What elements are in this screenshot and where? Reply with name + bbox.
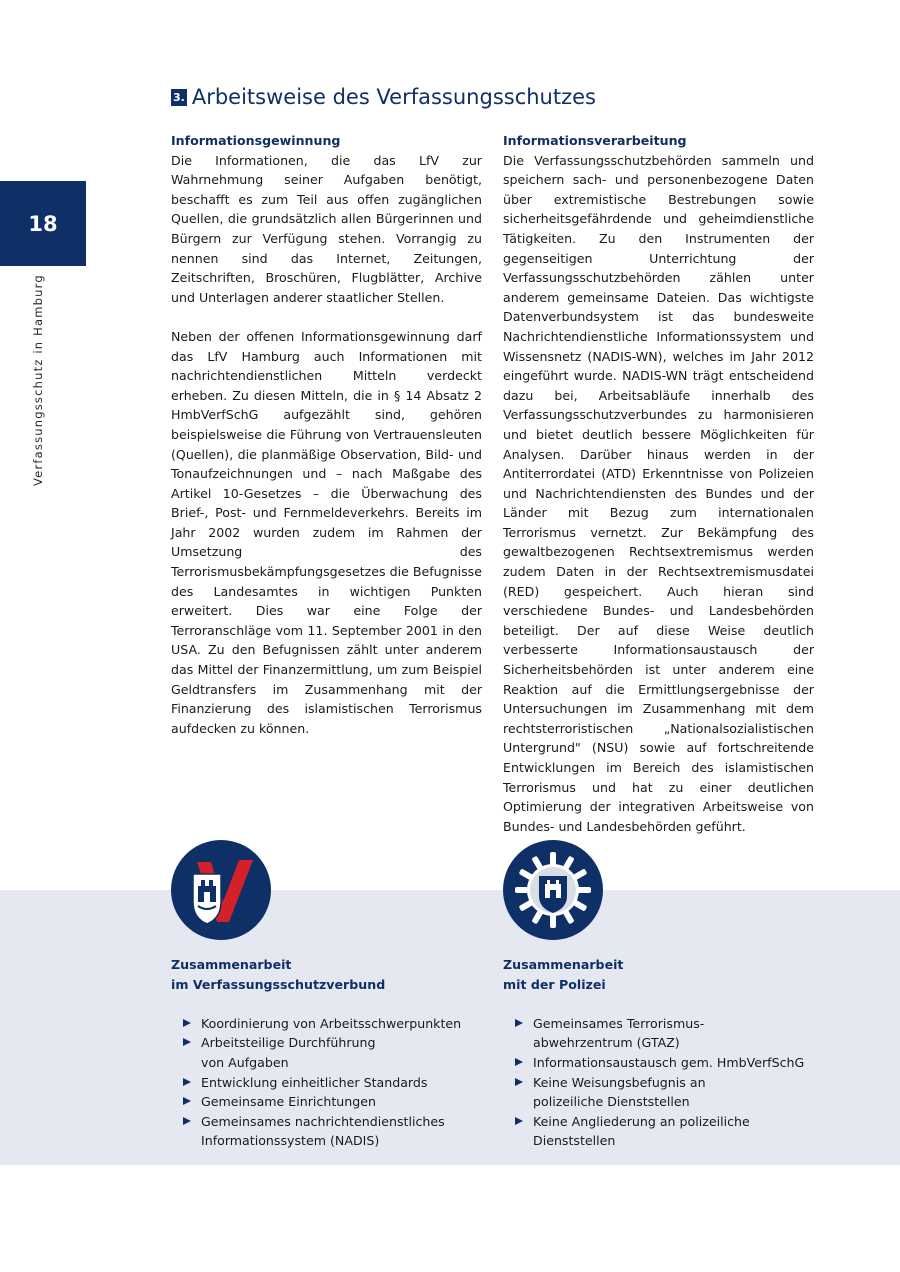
right-column [503, 131, 814, 836]
list-item-text: Gemeinsames nachrichtendienstliches [201, 1113, 445, 1129]
box-heading-line: im Verfassungsschutzverbund [171, 976, 386, 992]
list-item-text: Informationssystem (NADIS) [201, 1133, 380, 1149]
list-item [201, 1092, 501, 1112]
list-item [533, 1053, 833, 1073]
left-paragraph: Die Informationen, die das LfV zur Wahrnehmung seiner Aufgaben benötigt, beschafft es zum Teil aus offen zugänglichen Quellen, die grundsätzlich allen Bürgerinnen und Bürgern zur Verfügung stehen. Vorrangig zu nennen sind das Internet, Zeitungen, Zeitschriften, Broschüren, Flugblätter, Archive und Unterlagen anderer staatlicher Stellen. [171, 152, 482, 305]
list-item-text: Gemeinsames Terrorismus- [533, 1015, 705, 1031]
list-item [533, 1014, 833, 1053]
box-heading-line: Zusammenarbeit [171, 957, 292, 972]
box-heading [171, 955, 501, 994]
side-label: Verfassungsschutz in Hamburg [31, 274, 45, 486]
list-item [201, 1112, 501, 1151]
polizei-star-logo-icon [503, 840, 603, 940]
box-heading-line: Zusammenarbeit [503, 957, 624, 972]
list-item [533, 1073, 833, 1112]
right-paragraph: Die Verfassungsschutzbehörden sammeln und speichern sach- und personenbezogene Daten über extremistische Bestrebungen sowie sicherheitsgefährdende und geheimdienstliche Tätigkeiten. Zu den Instrumenten der gegenseitigen Unterrichtung der Verfassungsschutzbehörden zählen unter anderem gemeinsame Dateien. Das wichtigste Datenverbundsystem ist das bundesweite Nachrichtendienstliche Informationssystem und Wissensnetz (NADIS-WN), welches im Jahr 2012 eingeführt wurde. NADIS-WN trägt entscheidend dazu bei, Arbeitsabläufe innerhalb des Verfassungsschutzverbundes zu harmonisieren und bietet deutlich bessere Möglichkeiten für Analysen. Darüber hinaus werden in der Antiterrordatei (ATD) Erkenntnisse von Polizeien und Nachrichtendiensten des Bundes und der Länder mit Bezug zum internationalen Terrorismus vernetzt. Zur Bekämpfung des gewaltbezogenen Rechtsextremismus werden zudem Daten in der Rechtsextremismusdatei (RED) gespeichert. Auch hieran sind verschiedene Bundes- und Landesbehörden beteiligt. Der auf diese Weise deutlich verbesserte Informationsaustausch der Sicherheitsbehörden ist unter anderem eine Reaktion auf die Ermittlungsergebnisse der Untersuchungen im Zusammenhang mit dem rechtsterroristischen „Nationalsozialistischen Untergrund" (NSU) sowie auf fortschreitende Entwicklungen im Bereich des islamistischen Terrorismus und hat zu einer deutlichen Optimierung der integrativen Arbeitsweise von Bundes- und Landesbehörden geführt. [503, 152, 814, 834]
verfassungsschutz-logo-icon [171, 840, 271, 940]
list-item-text: Keine Angliederung an polizeiliche [533, 1113, 750, 1129]
right-column-heading: Informationsverarbeitung [503, 133, 687, 148]
section-number: 3. [173, 90, 185, 104]
left-column-heading: Informationsgewinnung [171, 133, 341, 148]
list-item-text: Informationsaustausch gem. HmbVerfSchG [533, 1054, 805, 1070]
list-item [533, 1112, 833, 1151]
section-heading [171, 83, 821, 111]
list-item-text: Arbeitsteilige Durchführung [201, 1035, 376, 1051]
box-heading [503, 955, 833, 994]
box-polizei [503, 955, 833, 1151]
list-item-text: Dienststellen [533, 1133, 616, 1149]
box-heading-line: mit der Polizei [503, 976, 606, 992]
list-item-text: Keine Weisungsbefugnis an [533, 1074, 706, 1090]
list-item-text: von Aufgaben [201, 1054, 289, 1070]
list-item-text: Koordinierung von Arbeitsschwerpunkten [201, 1015, 462, 1031]
list-item-text: polizeiliche Dienststellen [533, 1094, 690, 1110]
list-item-text: Entwicklung einheitlicher Standards [201, 1074, 428, 1090]
bullet-list [171, 1014, 501, 1151]
list-item-text: Gemeinsame Einrichtungen [201, 1094, 376, 1110]
page-number: 18 [0, 181, 86, 266]
left-column [171, 131, 482, 738]
left-paragraph: Neben der offenen Informationsgewinnung darf das LfV Hamburg auch Informationen mit nachrichtendienstlichen Mitteln verdeckt erheben. Zu diesen Mitteln, die in § 14 Absatz 2 HmbVerfSchG aufgezählt sind, gehören beispielsweise die Führung von Vertrauensleuten (Quellen), die planmäßige Observation, Bild- und Tonaufzeichnungen und – nach Maßgabe des Artikel 10-Gesetzes – die Überwachung des Brief-, Post- und Fernmeldeverkehrs. Bereits im Jahr 2002 wurden zudem im Rahmen der Umsetzung des Terrorismusbekämpfungsgesetzes die Befugnisse des Landesamtes in wichtigen Punkten erweitert. Dies war eine Folge der Terroranschläge vom 11. September 2001 in den USA. Zu den Befugnissen zählt unter anderem das Mittel der Finanzermittlung, um zum Beispiel Geldtransfers im Zusammenhang mit der Finanzierung des islamistischen Terrorismus aufdecken zu können. [171, 328, 482, 736]
box-verfassungsschutzverbund [171, 955, 501, 1151]
section-title: Arbeitsweise des Verfassungsschutzes [191, 85, 596, 109]
list-item [201, 1033, 501, 1072]
list-item [201, 1014, 501, 1034]
bullet-list [503, 1014, 833, 1151]
list-item [201, 1073, 501, 1093]
list-item-text: abwehrzentrum (GTAZ) [533, 1035, 680, 1051]
